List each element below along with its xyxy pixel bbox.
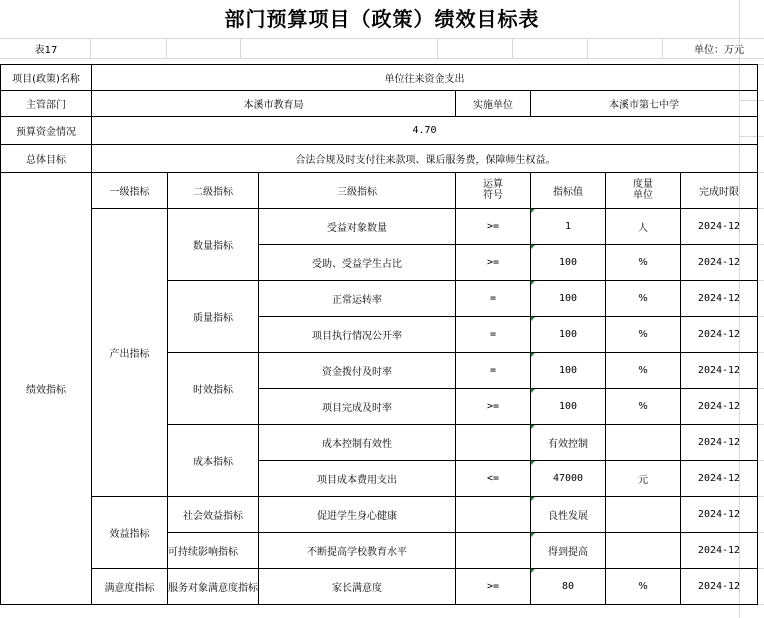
indicator-name: 资金拨付及时率 <box>259 352 456 388</box>
indicator-name: 正常运转率 <box>259 280 456 316</box>
project-name-label: 项目(政策)名称 <box>1 64 92 90</box>
indicator-value: 得到提高 <box>531 532 606 568</box>
indicator-unit <box>606 532 681 568</box>
header-level1: 一级指标 <box>92 172 168 208</box>
level1-benefit: 效益指标 <box>92 496 168 568</box>
indicator-operator <box>456 496 531 532</box>
indicator-unit: % <box>606 568 681 604</box>
indicator-value: 100 <box>531 388 606 424</box>
indicator-unit <box>606 496 681 532</box>
impl-value: 本溪市第七中学 <box>531 90 758 116</box>
impl-label: 实施单位 <box>456 90 531 116</box>
header-operator <box>456 172 531 208</box>
indicator-value: 良性发展 <box>531 496 606 532</box>
indicator-name: 成本控制有效性 <box>259 424 456 460</box>
indicator-time: 2024-12 <box>681 568 758 604</box>
indicator-operator: = <box>456 280 531 316</box>
level2-social: 社会效益指标 <box>168 496 259 532</box>
project-name-value: 单位往来资金支出 <box>92 64 758 90</box>
header-value: 指标值 <box>531 172 606 208</box>
goal-text: 合法合规及时支付往来款项、课后服务费，保障师生权益。 <box>92 144 758 172</box>
indicator-time: 2024-12 <box>681 280 758 316</box>
indicator-name: 促进学生身心健康 <box>259 496 456 532</box>
indicator-name: 受助、受益学生占比 <box>259 244 456 280</box>
indicator-value: 100 <box>531 244 606 280</box>
indicator-operator: >= <box>456 208 531 244</box>
indicator-value: 100 <box>531 280 606 316</box>
performance-target-table <box>0 38 758 605</box>
indicator-value: 1 <box>531 208 606 244</box>
indicator-time: 2024-12 <box>681 532 758 568</box>
level2-cost: 成本指标 <box>168 424 259 496</box>
indicator-time: 2024-12 <box>681 496 758 532</box>
indicator-unit: % <box>606 316 681 352</box>
indicator-operator: >= <box>456 244 531 280</box>
level1-output: 产出指标 <box>92 208 168 496</box>
indicator-operator: = <box>456 352 531 388</box>
indicator-value: 47000 <box>531 460 606 496</box>
header-level2: 二级指标 <box>168 172 259 208</box>
indicator-operator: >= <box>456 388 531 424</box>
indicator-time: 2024-12 <box>681 424 758 460</box>
indicator-unit: 元 <box>606 460 681 496</box>
indicator-name: 不断提高学校教育水平 <box>259 532 456 568</box>
indicator-value: 100 <box>531 352 606 388</box>
budget-label: 预算资金情况 <box>1 116 92 144</box>
indicator-time: 2024-12 <box>681 208 758 244</box>
header-time: 完成时限 <box>681 172 758 208</box>
indicator-unit: 人 <box>606 208 681 244</box>
indicator-value: 100 <box>531 316 606 352</box>
header-unit <box>606 172 681 208</box>
level2-quality: 质量指标 <box>168 280 259 352</box>
table-row <box>1 208 758 244</box>
table-number: 表17 <box>34 44 58 56</box>
table-row <box>1 568 758 604</box>
indicator-unit: % <box>606 280 681 316</box>
goal-label: 总体目标 <box>1 144 92 172</box>
performance-indicators-label: 绩效指标 <box>1 172 92 604</box>
indicator-operator <box>456 424 531 460</box>
level2-service-satisfaction-text: 服务对象满意度指标 <box>168 582 258 594</box>
dept-label: 主管部门 <box>1 90 92 116</box>
indicator-name: 家长满意度 <box>259 568 456 604</box>
indicator-unit: % <box>606 388 681 424</box>
indicator-name: 项目完成及时率 <box>259 388 456 424</box>
header-operator-line1: 运算 <box>483 179 503 190</box>
indicator-unit: % <box>606 352 681 388</box>
indicator-time: 2024-12 <box>681 352 758 388</box>
header-level3: 三级指标 <box>259 172 456 208</box>
indicator-value: 有效控制 <box>531 424 606 460</box>
indicator-operator: <= <box>456 460 531 496</box>
header-unit-line1: 度量 <box>633 179 653 190</box>
header-operator-line2: 符号 <box>483 190 503 201</box>
indicator-operator <box>456 532 531 568</box>
table-row <box>1 496 758 532</box>
indicator-time: 2024-12 <box>681 460 758 496</box>
dept-value: 本溪市教育局 <box>92 90 456 116</box>
indicator-value: 80 <box>531 568 606 604</box>
indicator-time: 2024-12 <box>681 316 758 352</box>
indicator-unit: % <box>606 244 681 280</box>
indicator-time: 2024-12 <box>681 388 758 424</box>
indicator-operator: >= <box>456 568 531 604</box>
indicator-time: 2024-12 <box>681 244 758 280</box>
level2-timeliness: 时效指标 <box>168 352 259 424</box>
indicator-name: 项目执行情况公开率 <box>259 316 456 352</box>
budget-value: 4.70 <box>92 116 758 144</box>
header-unit-line2: 单位 <box>633 190 653 201</box>
indicator-unit <box>606 424 681 460</box>
level2-quantity: 数量指标 <box>168 208 259 280</box>
level2-sustainable: 可持续影响指标 <box>168 532 259 568</box>
indicator-name: 受益对象数量 <box>259 208 456 244</box>
level2-service-satisfaction <box>168 568 259 604</box>
indicator-name: 项目成本费用支出 <box>259 460 456 496</box>
page-title: 部门预算项目（政策）绩效目标表 <box>224 7 540 31</box>
indicator-operator: = <box>456 316 531 352</box>
level1-satisfaction: 满意度指标 <box>92 568 168 604</box>
unit-label: 单位：万元 <box>694 44 744 56</box>
